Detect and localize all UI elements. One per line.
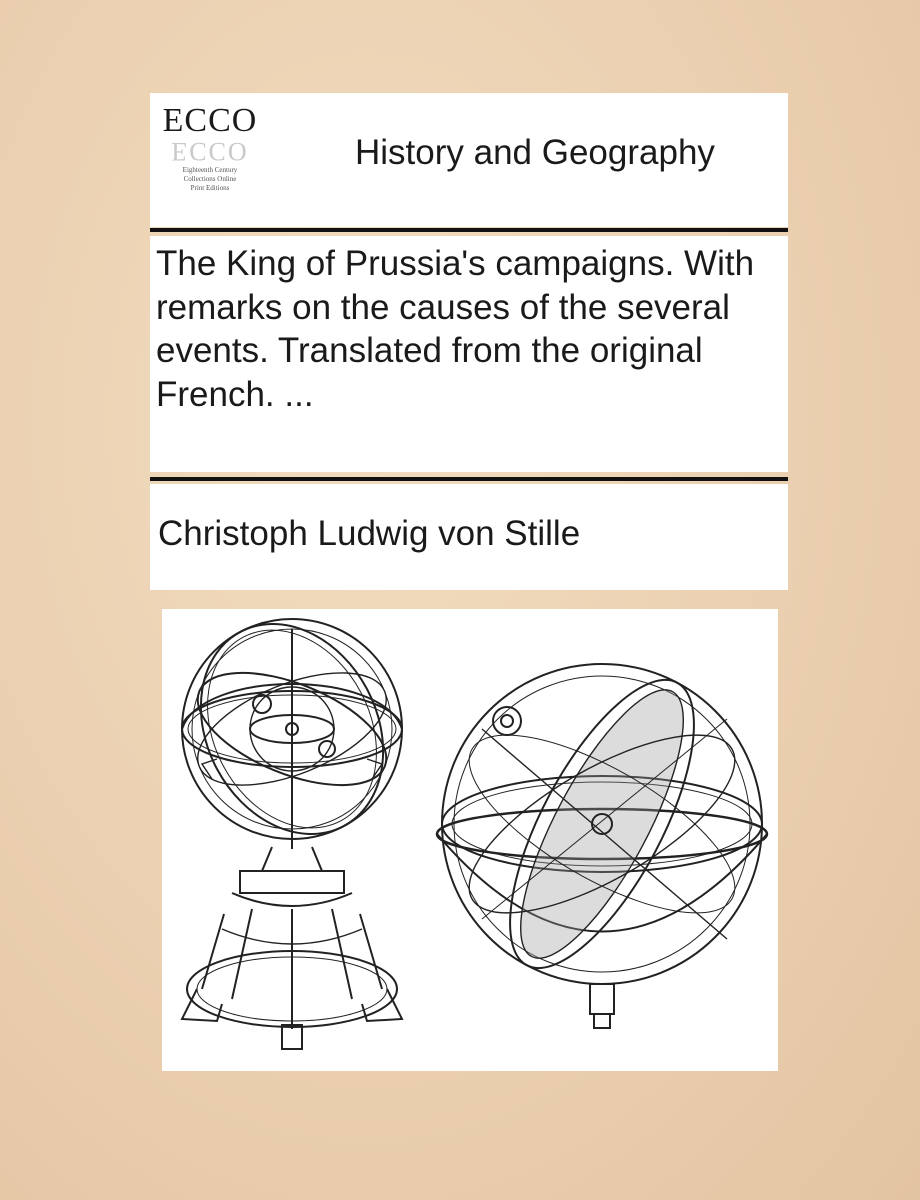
title-panel [150,236,788,472]
divider-rule [150,228,788,232]
illustration-panel [162,609,778,1071]
left-armillary-sphere-icon [165,609,418,1049]
book-author: Christoph Ludwig von Stille [158,514,581,553]
ecco-logo-mark: ECCO [162,102,258,139]
author-panel [150,484,788,590]
divider-rule [150,477,788,481]
series-panel [150,93,788,227]
ecco-logo [162,103,258,215]
ecco-logo-reflection: ECCO [171,137,249,166]
book-title: The King of Prussia's campaigns. With remarks on the causes of the several events. Translated from the original French. ... [156,244,755,414]
ecco-logo-line-3: Print Editions [190,184,230,192]
ecco-logo-line-2: Collections Online [183,175,237,183]
armillary-spheres-engraving [162,609,778,1071]
ecco-logo-line-1: Eighteenth Century [182,166,238,174]
right-armillary-sphere-icon [437,655,767,1028]
series-title: History and Geography [355,133,715,172]
